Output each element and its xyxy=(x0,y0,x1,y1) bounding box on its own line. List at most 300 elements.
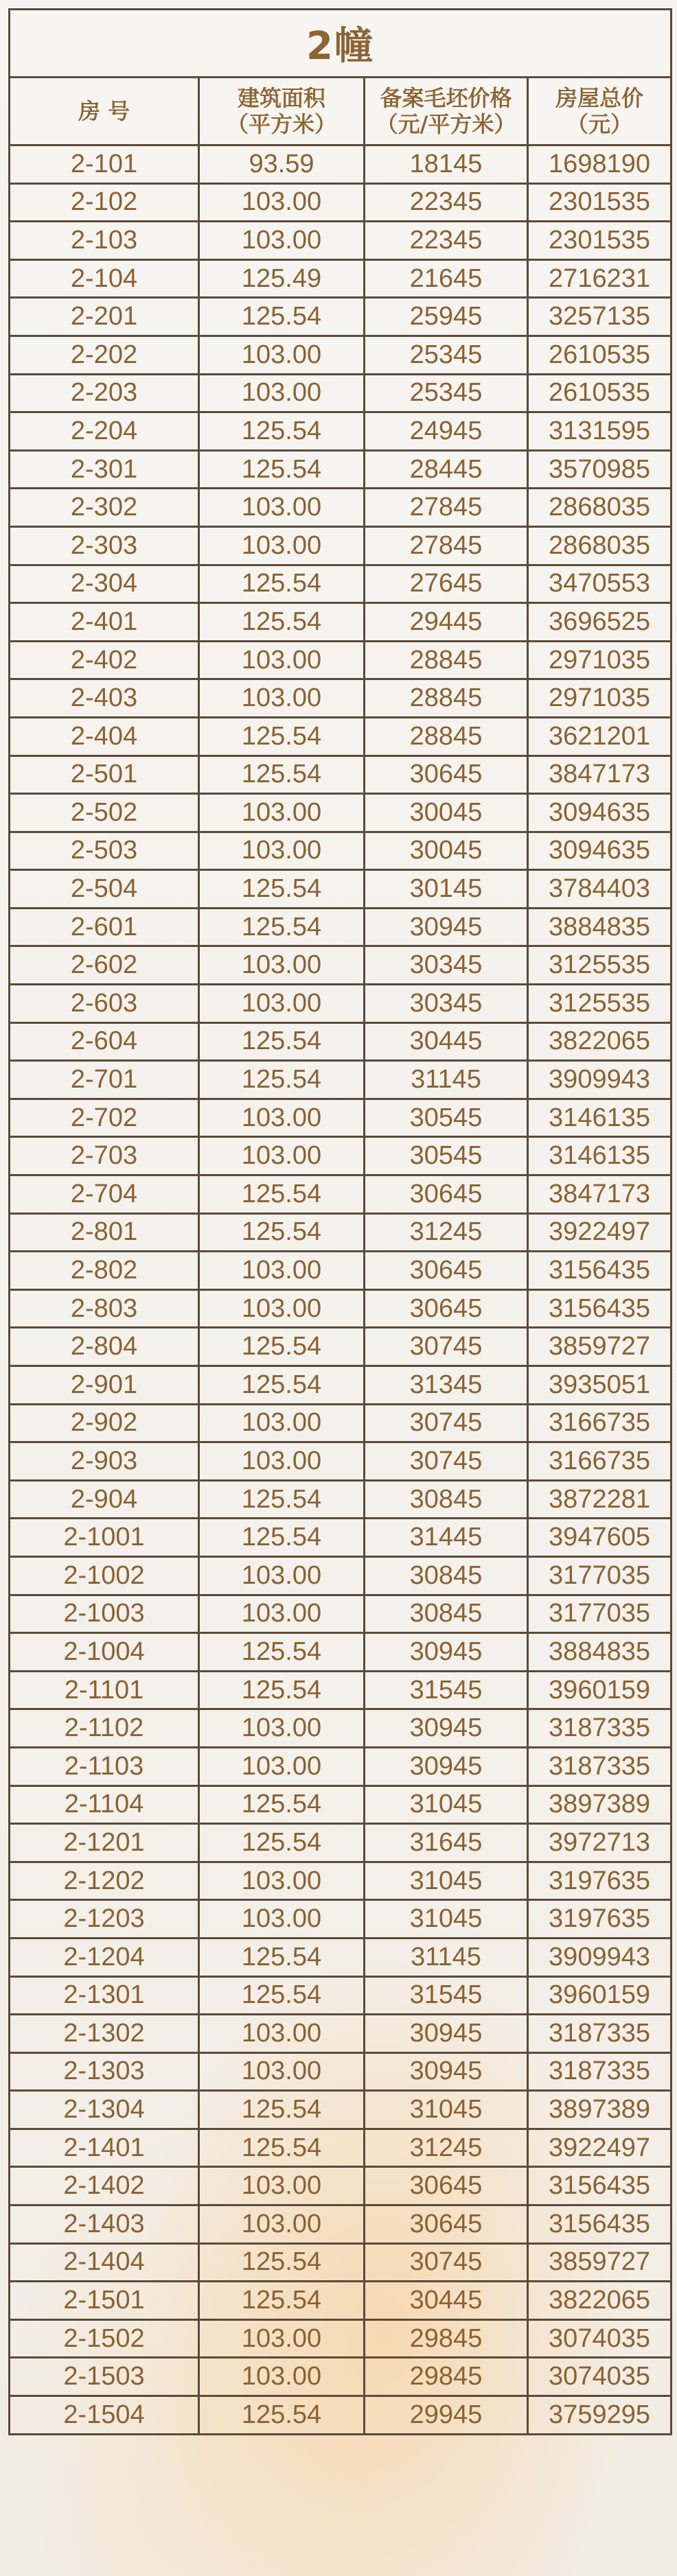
cell-floor-area: 125.54 xyxy=(199,1328,365,1366)
cell-total-price: 3909943 xyxy=(528,1938,672,1976)
header-room-number xyxy=(10,78,199,145)
table-row xyxy=(10,756,672,794)
cell-total-price: 3847173 xyxy=(528,756,672,794)
table-row xyxy=(10,145,672,184)
table-row xyxy=(10,1595,672,1633)
cell-room-number: 2-504 xyxy=(10,870,199,909)
cell-floor-area: 103.00 xyxy=(199,336,365,374)
cell-total-price: 3177035 xyxy=(528,1556,672,1595)
header-unit-price-label: 备案毛坯价格 xyxy=(380,85,512,111)
table-row xyxy=(10,1366,672,1405)
cell-room-number: 2-804 xyxy=(10,1328,199,1366)
cell-unit-price: 30445 xyxy=(365,1022,528,1061)
table-row xyxy=(10,1022,672,1061)
header-room-number-label: 房 号 xyxy=(78,98,130,124)
cell-room-number: 2-1003 xyxy=(10,1595,199,1633)
cell-total-price: 2971035 xyxy=(528,641,672,679)
header-unit-price-unit: （元/平方米） xyxy=(376,111,516,137)
cell-unit-price: 30345 xyxy=(365,946,528,985)
cell-floor-area: 103.00 xyxy=(199,1595,365,1633)
table-row xyxy=(10,565,672,603)
cell-room-number: 2-803 xyxy=(10,1289,199,1328)
cell-unit-price: 31245 xyxy=(365,1213,528,1252)
table-row xyxy=(10,1137,672,1175)
cell-total-price: 3909943 xyxy=(528,1061,672,1099)
cell-floor-area: 103.00 xyxy=(199,1289,365,1328)
cell-floor-area: 125.54 xyxy=(199,1061,365,1099)
cell-floor-area: 103.00 xyxy=(199,1252,365,1290)
cell-unit-price: 30945 xyxy=(365,1747,528,1785)
header-row xyxy=(10,78,672,145)
cell-total-price: 3570985 xyxy=(528,450,672,489)
table-row xyxy=(10,679,672,718)
cell-total-price: 2301535 xyxy=(528,222,672,260)
table-row xyxy=(10,2282,672,2320)
cell-floor-area: 125.54 xyxy=(199,2282,365,2320)
cell-unit-price: 30645 xyxy=(365,2205,528,2244)
cell-room-number: 2-1303 xyxy=(10,2052,199,2091)
cell-room-number: 2-1204 xyxy=(10,1938,199,1976)
cell-total-price: 3074035 xyxy=(528,2358,672,2396)
cell-room-number: 2-203 xyxy=(10,374,199,412)
header-floor-area-label: 建筑面积 xyxy=(237,85,325,111)
cell-room-number: 2-1103 xyxy=(10,1747,199,1785)
cell-total-price: 2971035 xyxy=(528,679,672,718)
table-row xyxy=(10,2319,672,2358)
cell-floor-area: 103.00 xyxy=(199,832,365,870)
cell-total-price: 2868035 xyxy=(528,526,672,565)
table-row xyxy=(10,985,672,1023)
cell-total-price: 3197635 xyxy=(528,1862,672,1900)
table-row xyxy=(10,1328,672,1366)
table-row xyxy=(10,489,672,527)
cell-total-price: 3197635 xyxy=(528,1900,672,1939)
table-row xyxy=(10,603,672,642)
cell-total-price: 3156435 xyxy=(528,1289,672,1328)
table-row xyxy=(10,1519,672,1557)
cell-total-price: 3859727 xyxy=(528,1328,672,1366)
cell-total-price: 3074035 xyxy=(528,2319,672,2358)
cell-room-number: 2-703 xyxy=(10,1137,199,1175)
cell-unit-price: 30345 xyxy=(365,985,528,1023)
cell-total-price: 2610535 xyxy=(528,336,672,374)
table-row xyxy=(10,2205,672,2244)
cell-unit-price: 24945 xyxy=(365,412,528,451)
cell-unit-price: 30645 xyxy=(365,1252,528,1290)
cell-room-number: 2-1104 xyxy=(10,1785,199,1824)
cell-total-price: 3187335 xyxy=(528,2015,672,2053)
cell-unit-price: 31345 xyxy=(365,1366,528,1405)
cell-total-price: 3187335 xyxy=(528,1709,672,1748)
cell-unit-price: 30145 xyxy=(365,870,528,909)
cell-room-number: 2-101 xyxy=(10,145,199,184)
table-row xyxy=(10,2243,672,2282)
cell-room-number: 2-501 xyxy=(10,756,199,794)
cell-total-price: 3972713 xyxy=(528,1824,672,1862)
table-row xyxy=(10,1785,672,1824)
cell-unit-price: 28445 xyxy=(365,450,528,489)
cell-floor-area: 103.00 xyxy=(199,1709,365,1748)
cell-room-number: 2-602 xyxy=(10,946,199,985)
cell-total-price: 2301535 xyxy=(528,183,672,222)
table-row xyxy=(10,450,672,489)
title-row xyxy=(10,10,672,78)
cell-room-number: 2-1203 xyxy=(10,1900,199,1939)
cell-unit-price: 30945 xyxy=(365,908,528,946)
cell-total-price: 2716231 xyxy=(528,259,672,298)
cell-unit-price: 30645 xyxy=(365,2167,528,2205)
cell-floor-area: 103.00 xyxy=(199,1556,365,1595)
cell-room-number: 2-1401 xyxy=(10,2129,199,2167)
cell-floor-area: 103.00 xyxy=(199,1099,365,1137)
cell-total-price: 3847173 xyxy=(528,1175,672,1214)
table-row xyxy=(10,717,672,756)
cell-unit-price: 30745 xyxy=(365,2243,528,2282)
cell-floor-area: 125.54 xyxy=(199,2129,365,2167)
header-total-price-unit: （元） xyxy=(566,111,633,137)
cell-floor-area: 103.00 xyxy=(199,946,365,985)
cell-floor-area: 93.59 xyxy=(199,145,365,184)
cell-unit-price: 29445 xyxy=(365,603,528,642)
cell-unit-price: 31045 xyxy=(365,1900,528,1939)
cell-unit-price: 18145 xyxy=(365,145,528,184)
cell-floor-area: 103.00 xyxy=(199,679,365,718)
price-table xyxy=(8,8,672,2435)
header-total-price xyxy=(528,78,672,145)
cell-unit-price: 30545 xyxy=(365,1099,528,1137)
cell-unit-price: 30945 xyxy=(365,2052,528,2091)
table-row xyxy=(10,2129,672,2167)
cell-room-number: 2-1001 xyxy=(10,1519,199,1557)
cell-room-number: 2-403 xyxy=(10,679,199,718)
cell-floor-area: 103.00 xyxy=(199,641,365,679)
cell-total-price: 3470553 xyxy=(528,565,672,603)
cell-total-price: 3146135 xyxy=(528,1137,672,1175)
table-row xyxy=(10,1099,672,1137)
cell-floor-area: 125.49 xyxy=(199,259,365,298)
cell-room-number: 2-202 xyxy=(10,336,199,374)
cell-unit-price: 30645 xyxy=(365,756,528,794)
cell-unit-price: 31045 xyxy=(365,1785,528,1824)
cell-unit-price: 30545 xyxy=(365,1137,528,1175)
cell-unit-price: 25345 xyxy=(365,374,528,412)
cell-floor-area: 103.00 xyxy=(199,2052,365,2091)
cell-room-number: 2-402 xyxy=(10,641,199,679)
header-floor-area xyxy=(199,78,365,145)
table-row xyxy=(10,908,672,946)
table-body xyxy=(10,145,672,2435)
cell-unit-price: 30845 xyxy=(365,1595,528,1633)
cell-room-number: 2-303 xyxy=(10,526,199,565)
cell-floor-area: 103.00 xyxy=(199,2358,365,2396)
cell-room-number: 2-102 xyxy=(10,183,199,222)
table-row xyxy=(10,1556,672,1595)
cell-room-number: 2-701 xyxy=(10,1061,199,1099)
table-row xyxy=(10,1213,672,1252)
cell-room-number: 2-304 xyxy=(10,565,199,603)
cell-total-price: 3146135 xyxy=(528,1099,672,1137)
cell-unit-price: 28845 xyxy=(365,641,528,679)
cell-total-price: 3166735 xyxy=(528,1442,672,1481)
cell-floor-area: 125.54 xyxy=(199,1175,365,1214)
cell-unit-price: 31445 xyxy=(365,1519,528,1557)
cell-total-price: 3094635 xyxy=(528,832,672,870)
cell-room-number: 2-1402 xyxy=(10,2167,199,2205)
cell-floor-area: 125.54 xyxy=(199,1824,365,1862)
cell-total-price: 3859727 xyxy=(528,2243,672,2282)
cell-unit-price: 27845 xyxy=(365,489,528,527)
cell-room-number: 2-1403 xyxy=(10,2205,199,2244)
table-row xyxy=(10,794,672,832)
cell-floor-area: 103.00 xyxy=(199,1137,365,1175)
cell-floor-area: 125.54 xyxy=(199,756,365,794)
cell-unit-price: 28845 xyxy=(365,717,528,756)
cell-floor-area: 125.54 xyxy=(199,2396,365,2435)
cell-floor-area: 125.54 xyxy=(199,412,365,451)
cell-total-price: 3897389 xyxy=(528,2091,672,2129)
cell-floor-area: 103.00 xyxy=(199,985,365,1023)
table-row xyxy=(10,1633,672,1672)
table-row xyxy=(10,1289,672,1328)
cell-floor-area: 103.00 xyxy=(199,1900,365,1939)
cell-floor-area: 125.54 xyxy=(199,1366,365,1405)
cell-room-number: 2-401 xyxy=(10,603,199,642)
cell-floor-area: 103.00 xyxy=(199,1862,365,1900)
cell-total-price: 3156435 xyxy=(528,2205,672,2244)
cell-room-number: 2-1501 xyxy=(10,2282,199,2320)
table-row xyxy=(10,1404,672,1442)
cell-room-number: 2-1201 xyxy=(10,1824,199,1862)
table-row xyxy=(10,832,672,870)
building-title: 2幢 xyxy=(10,10,672,78)
table-row xyxy=(10,870,672,909)
cell-total-price: 3257135 xyxy=(528,298,672,336)
cell-room-number: 2-601 xyxy=(10,908,199,946)
cell-total-price: 3177035 xyxy=(528,1595,672,1633)
cell-total-price: 3187335 xyxy=(528,1747,672,1785)
cell-unit-price: 31045 xyxy=(365,1862,528,1900)
cell-room-number: 2-1301 xyxy=(10,1976,199,2015)
cell-unit-price: 30945 xyxy=(365,1633,528,1672)
cell-floor-area: 125.54 xyxy=(199,1022,365,1061)
cell-floor-area: 103.00 xyxy=(199,222,365,260)
cell-room-number: 2-902 xyxy=(10,1404,199,1442)
cell-room-number: 2-901 xyxy=(10,1366,199,1405)
cell-total-price: 3960159 xyxy=(528,1671,672,1709)
cell-unit-price: 22345 xyxy=(365,183,528,222)
cell-floor-area: 125.54 xyxy=(199,1480,365,1519)
cell-room-number: 2-801 xyxy=(10,1213,199,1252)
table-row xyxy=(10,1900,672,1939)
cell-room-number: 2-702 xyxy=(10,1099,199,1137)
cell-total-price: 3935051 xyxy=(528,1366,672,1405)
cell-unit-price: 30745 xyxy=(365,1404,528,1442)
cell-total-price: 3822065 xyxy=(528,1022,672,1061)
table-row xyxy=(10,1747,672,1785)
table-row xyxy=(10,412,672,451)
cell-floor-area: 125.54 xyxy=(199,298,365,336)
table-row xyxy=(10,374,672,412)
cell-total-price: 3960159 xyxy=(528,1976,672,2015)
cell-floor-area: 103.00 xyxy=(199,2205,365,2244)
cell-room-number: 2-302 xyxy=(10,489,199,527)
cell-room-number: 2-204 xyxy=(10,412,199,451)
cell-room-number: 2-1502 xyxy=(10,2319,199,2358)
cell-floor-area: 103.00 xyxy=(199,183,365,222)
cell-total-price: 3897389 xyxy=(528,1785,672,1824)
cell-total-price: 3784403 xyxy=(528,870,672,909)
cell-unit-price: 25345 xyxy=(365,336,528,374)
header-unit-price xyxy=(365,78,528,145)
cell-total-price: 3125535 xyxy=(528,946,672,985)
cell-unit-price: 30845 xyxy=(365,1480,528,1519)
cell-floor-area: 125.54 xyxy=(199,2243,365,2282)
cell-floor-area: 103.00 xyxy=(199,794,365,832)
cell-unit-price: 30645 xyxy=(365,1175,528,1214)
table-row xyxy=(10,222,672,260)
table-row xyxy=(10,1709,672,1748)
cell-room-number: 2-904 xyxy=(10,1480,199,1519)
cell-room-number: 2-301 xyxy=(10,450,199,489)
table-row xyxy=(10,2091,672,2129)
cell-room-number: 2-1404 xyxy=(10,2243,199,2282)
cell-floor-area: 125.54 xyxy=(199,1938,365,1976)
cell-room-number: 2-502 xyxy=(10,794,199,832)
table-row xyxy=(10,1175,672,1214)
cell-unit-price: 31245 xyxy=(365,2129,528,2167)
cell-room-number: 2-104 xyxy=(10,259,199,298)
cell-total-price: 3094635 xyxy=(528,794,672,832)
cell-unit-price: 30845 xyxy=(365,1556,528,1595)
cell-unit-price: 28845 xyxy=(365,679,528,718)
table-row xyxy=(10,336,672,374)
table-row xyxy=(10,2052,672,2091)
cell-unit-price: 29845 xyxy=(365,2319,528,2358)
cell-total-price: 3947605 xyxy=(528,1519,672,1557)
table-row xyxy=(10,2358,672,2396)
cell-total-price: 3884835 xyxy=(528,908,672,946)
cell-floor-area: 103.00 xyxy=(199,1404,365,1442)
cell-room-number: 2-1504 xyxy=(10,2396,199,2435)
cell-floor-area: 103.00 xyxy=(199,2319,365,2358)
cell-total-price: 3166735 xyxy=(528,1404,672,1442)
cell-floor-area: 125.54 xyxy=(199,908,365,946)
cell-floor-area: 125.54 xyxy=(199,870,365,909)
table-row xyxy=(10,183,672,222)
cell-total-price: 3125535 xyxy=(528,985,672,1023)
cell-unit-price: 27645 xyxy=(365,565,528,603)
cell-room-number: 2-802 xyxy=(10,1252,199,1290)
cell-room-number: 2-1302 xyxy=(10,2015,199,2053)
table-row xyxy=(10,2396,672,2435)
table-row xyxy=(10,641,672,679)
cell-total-price: 2868035 xyxy=(528,489,672,527)
cell-unit-price: 31545 xyxy=(365,1976,528,2015)
table-row xyxy=(10,2167,672,2205)
cell-unit-price: 22345 xyxy=(365,222,528,260)
table-row xyxy=(10,2015,672,2053)
cell-total-price: 3822065 xyxy=(528,2282,672,2320)
cell-unit-price: 30745 xyxy=(365,1442,528,1481)
cell-unit-price: 30945 xyxy=(365,1709,528,1748)
table-row xyxy=(10,946,672,985)
cell-room-number: 2-903 xyxy=(10,1442,199,1481)
cell-floor-area: 125.54 xyxy=(199,1633,365,1672)
cell-unit-price: 30745 xyxy=(365,1328,528,1366)
cell-room-number: 2-603 xyxy=(10,985,199,1023)
cell-room-number: 2-1102 xyxy=(10,1709,199,1748)
cell-floor-area: 103.00 xyxy=(199,1442,365,1481)
table-row xyxy=(10,1671,672,1709)
cell-unit-price: 31645 xyxy=(365,1824,528,1862)
cell-floor-area: 103.00 xyxy=(199,374,365,412)
cell-unit-price: 30445 xyxy=(365,2282,528,2320)
cell-room-number: 2-1101 xyxy=(10,1671,199,1709)
cell-total-price: 3187335 xyxy=(528,2052,672,2091)
cell-unit-price: 30045 xyxy=(365,832,528,870)
cell-unit-price: 31045 xyxy=(365,2091,528,2129)
cell-unit-price: 31145 xyxy=(365,1061,528,1099)
cell-floor-area: 103.00 xyxy=(199,526,365,565)
cell-total-price: 3884835 xyxy=(528,1633,672,1672)
table-row xyxy=(10,1824,672,1862)
cell-room-number: 2-1304 xyxy=(10,2091,199,2129)
cell-unit-price: 25945 xyxy=(365,298,528,336)
table-row xyxy=(10,298,672,336)
cell-total-price: 3131595 xyxy=(528,412,672,451)
cell-floor-area: 125.54 xyxy=(199,2091,365,2129)
cell-room-number: 2-503 xyxy=(10,832,199,870)
table-row xyxy=(10,1061,672,1099)
table-row xyxy=(10,1976,672,2015)
cell-room-number: 2-604 xyxy=(10,1022,199,1061)
cell-floor-area: 103.00 xyxy=(199,2167,365,2205)
header-total-price-label: 房屋总价 xyxy=(555,85,644,111)
table-row xyxy=(10,526,672,565)
table-row xyxy=(10,1480,672,1519)
table-row xyxy=(10,1862,672,1900)
cell-total-price: 3696525 xyxy=(528,603,672,642)
cell-floor-area: 125.54 xyxy=(199,1976,365,2015)
cell-room-number: 2-1503 xyxy=(10,2358,199,2396)
cell-floor-area: 125.54 xyxy=(199,603,365,642)
cell-room-number: 2-404 xyxy=(10,717,199,756)
cell-unit-price: 27845 xyxy=(365,526,528,565)
cell-floor-area: 125.54 xyxy=(199,1671,365,1709)
cell-total-price: 3621201 xyxy=(528,717,672,756)
table-row xyxy=(10,1252,672,1290)
cell-unit-price: 21645 xyxy=(365,259,528,298)
cell-floor-area: 125.54 xyxy=(199,1519,365,1557)
cell-floor-area: 103.00 xyxy=(199,1747,365,1785)
cell-floor-area: 125.54 xyxy=(199,717,365,756)
cell-floor-area: 125.54 xyxy=(199,565,365,603)
cell-unit-price: 30045 xyxy=(365,794,528,832)
cell-floor-area: 125.54 xyxy=(199,1785,365,1824)
cell-total-price: 3872281 xyxy=(528,1480,672,1519)
cell-total-price: 3922497 xyxy=(528,2129,672,2167)
cell-total-price: 3156435 xyxy=(528,1252,672,1290)
table-row xyxy=(10,259,672,298)
cell-floor-area: 103.00 xyxy=(199,2015,365,2053)
cell-total-price: 2610535 xyxy=(528,374,672,412)
cell-floor-area: 103.00 xyxy=(199,489,365,527)
cell-room-number: 2-1002 xyxy=(10,1556,199,1595)
cell-room-number: 2-103 xyxy=(10,222,199,260)
cell-total-price: 1698190 xyxy=(528,145,672,184)
cell-unit-price: 29945 xyxy=(365,2396,528,2435)
cell-total-price: 3922497 xyxy=(528,1213,672,1252)
